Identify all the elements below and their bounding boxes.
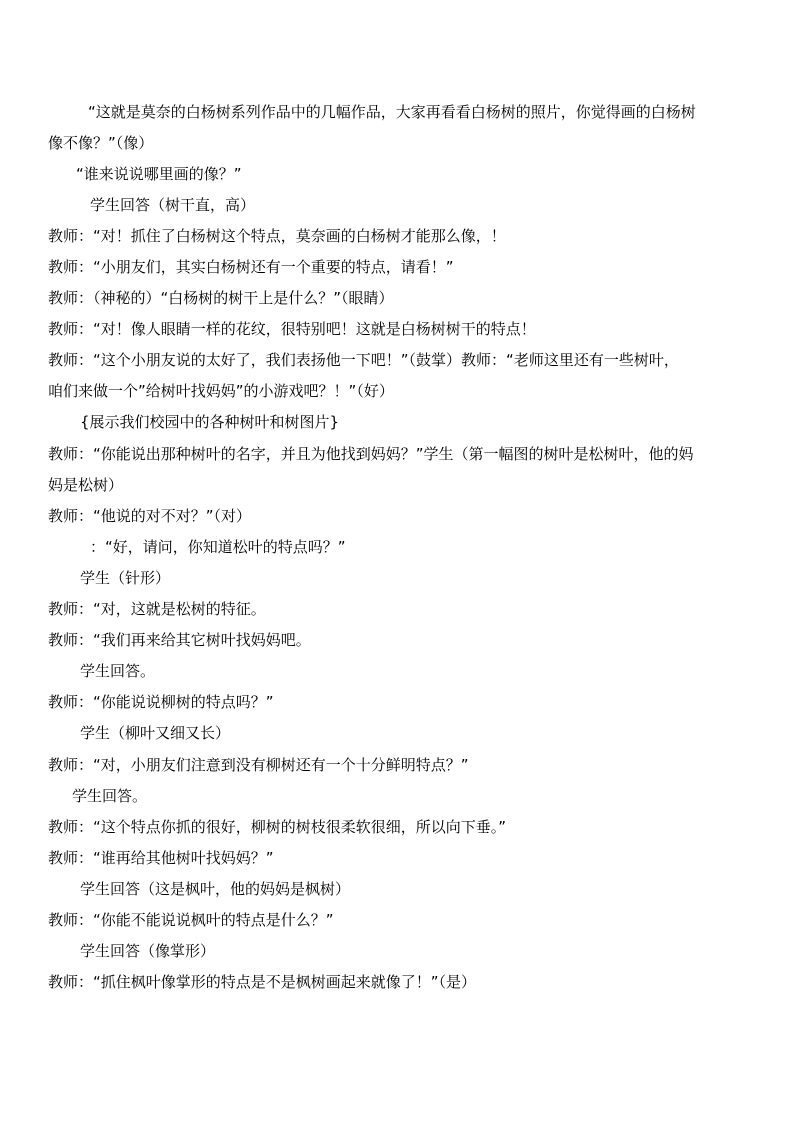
text-line: 咱们来做一个”给树叶找妈妈”的小游戏吧？！”（好） — [48, 382, 394, 400]
text-line: {展示我们校园中的各种树叶和树图片} — [80, 413, 340, 431]
text-line: 学生回答（像掌形） — [80, 942, 216, 960]
text-line: 教师：“你能说说柳树的特点吗？” — [48, 693, 274, 711]
text-line: “这就是莫奈的白杨树系列作品中的几幅作品，大家再看看白杨树的照片，你觉得画的白杨树 — [88, 103, 696, 121]
text-line: 教师：“抓住枫叶像掌形的特点是不是枫树画起来就像了！”（是） — [48, 973, 477, 991]
text-line: 教师：“谁再给其他树叶找妈妈？” — [48, 849, 274, 867]
text-line: 教师：“我们再来给其它树叶找妈妈吧。 — [48, 631, 311, 649]
text-line: 教师：“你能不能说说枫叶的特点是什么？” — [48, 911, 334, 929]
text-line: 教师：（神秘的）“白杨树的树干上是什么？”（眼睛） — [48, 289, 394, 307]
text-line: 学生（针形） — [80, 569, 171, 587]
text-line: 学生（柳叶又细又长） — [80, 724, 231, 742]
text-line: 教师：“他说的对不对？”（对） — [48, 507, 252, 525]
text-line: 教师：“对，小朋友们注意到没有柳树还有一个十分鲜明特点？” — [48, 756, 469, 774]
text-line: 学生回答（这是枫叶，他的妈妈是枫树） — [80, 880, 351, 898]
text-line: “谁来说说哪里画的像？” — [76, 165, 242, 183]
text-line: 学生回答（树干直，高） — [90, 196, 256, 214]
text-line: 学生回答。 — [80, 662, 156, 680]
text-line: 教师：“对，这就是松树的特征。 — [48, 600, 266, 618]
text-line: 妈是松树） — [48, 476, 124, 494]
text-line: 教师：“对！抓住了白杨树这个特点，莫奈画的白杨树才能那么像，！ — [48, 227, 506, 245]
text-line: 教师：“这个特点你抓的很好，柳树的树枝很柔软很细，所以向下垂。” — [48, 818, 507, 836]
text-line: 学生回答。 — [72, 787, 148, 805]
text-line: 像不像？”（像） — [48, 134, 154, 152]
text-line: 教师：“小朋友们，其实白杨树还有一个重要的特点，请看！” — [48, 258, 454, 276]
text-line: ：“好，请问，你知道松叶的特点吗？” — [90, 538, 346, 556]
text-line: 教师：“这个小朋友说的太好了，我们表扬他一下吧！”（鼓掌）教师：“老师这里还有一些树叶， — [48, 351, 679, 369]
text-line: 教师：“对！像人眼睛一样的花纹，很特别吧！这就是白杨树树干的特点！ — [48, 320, 536, 338]
text-line: 教师：“你能说出那种树叶的名字，并且为他找到妈妈？”学生（第一幅图的树叶是松树叶，他的妈 — [48, 445, 694, 463]
